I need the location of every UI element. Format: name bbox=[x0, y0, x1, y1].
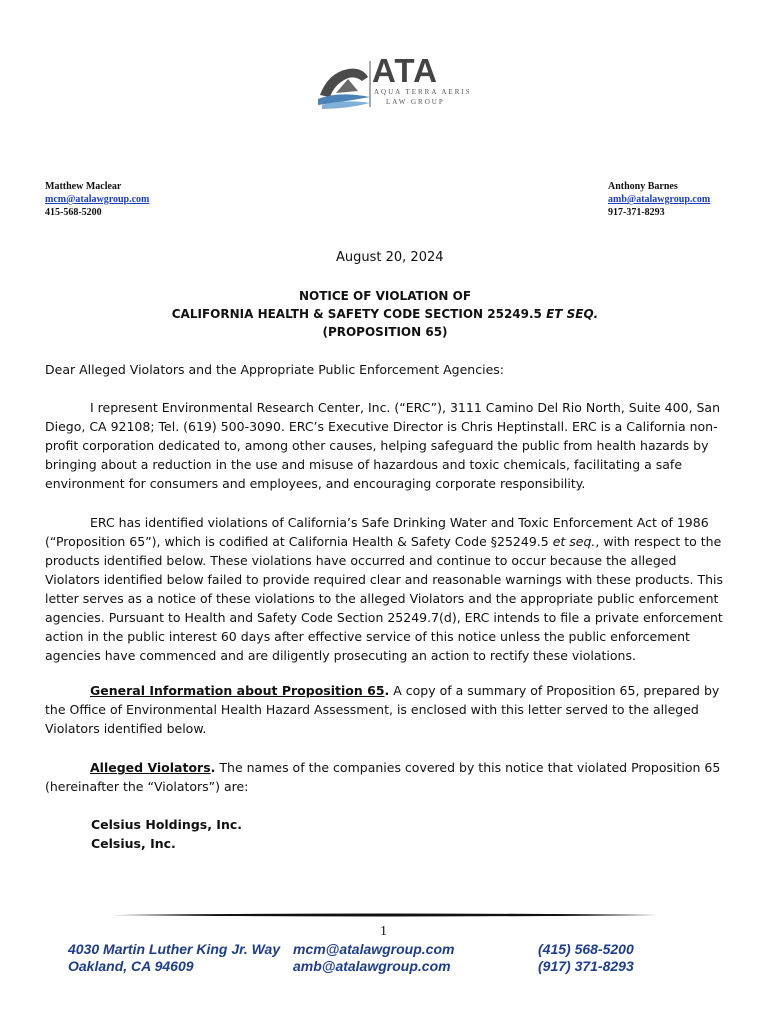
contact-phone: 415-568-5200 bbox=[45, 207, 102, 218]
letter-date: August 20, 2024 bbox=[336, 250, 444, 265]
contact-right bbox=[608, 180, 710, 219]
paragraph-text: I represent Environmental Research Center, Inc. (“ERC”), 3111 Camino Del Rio North, Suite 400, San Diego, CA 92108; Tel. (619) 500-3090. ERC’s Executive Director is Chris Heptinstall. ERC is a California non-profit corporation dedicated to, among other causes, helping safeguard the public from health hazards by bringing about a reduction in the use and misuse of hazardous and toxic chemicals, facilitating a safe environment for consumers and employees, and encouraging corporate responsibility. bbox=[45, 400, 720, 491]
violator-name: Celsius Holdings, Inc. bbox=[91, 817, 243, 832]
contact-phone: 917-371-8293 bbox=[608, 207, 665, 218]
title-italic: ET SEQ. bbox=[546, 307, 599, 321]
footer-emails bbox=[293, 941, 454, 975]
contact-name: Matthew Maclear bbox=[45, 181, 122, 192]
page-number: 1 bbox=[380, 924, 387, 939]
footer-phone: (917) 371-8293 bbox=[538, 958, 634, 974]
contact-email-link[interactable]: amb@atalawgroup.com bbox=[608, 194, 711, 205]
paragraph-text: ERC has identified violations of California’s Safe Drinking Water and Toxic Enforcement Act of 1986 (“Proposition 65”), which is codified at California Health & Safety Code §25249.5 bbox=[45, 515, 709, 549]
paragraph-alleged-violators: Alleged Violators. The names of the companies covered by this notice that violated Proposition 65 (hereinafter the “Violators”) are: bbox=[45, 760, 721, 794]
notice-title-line3: (PROPOSITION 65) bbox=[322, 325, 448, 339]
contact-left bbox=[45, 180, 149, 219]
footer-phone: (415) 568-5200 bbox=[538, 941, 634, 957]
paragraph-erc-intro bbox=[45, 398, 725, 493]
violator-name: Celsius, Inc. bbox=[91, 836, 176, 851]
notice-title-line2 bbox=[0, 305, 770, 324]
footer-address-line: Oakland, CA 94609 bbox=[68, 958, 194, 974]
section-heading: General Information about Proposition 65 bbox=[90, 683, 385, 698]
paragraph-text: A copy of a summary of Proposition 65, prepared by the Office of Environmental Health Hazard Assessment, is enclosed with this letter served to the alleged Violators identified below. bbox=[45, 683, 720, 736]
footer-email: mcm@atalawgroup.com bbox=[293, 941, 455, 957]
paragraph-violations bbox=[45, 513, 725, 665]
section-heading: Alleged Violators bbox=[90, 760, 211, 775]
paragraph-italic: et seq. bbox=[552, 534, 596, 549]
contact-email-link[interactable]: mcm@atalawgroup.com bbox=[45, 194, 150, 205]
footer-email: amb@atalawgroup.com bbox=[293, 958, 451, 974]
footer-phones bbox=[538, 941, 634, 975]
paragraph-text: The names of the companies covered by this notice that violated Proposition 65 (hereinafter the “Violators”) are: bbox=[45, 760, 721, 794]
logo-subtitle: LAW GROUP bbox=[386, 98, 445, 106]
contact-name: Anthony Barnes bbox=[608, 181, 678, 192]
paragraph-prop65-info: General Information about Proposition 65. A copy of a summary of Proposition 65, prepared by the Office of Environmental Health Hazard Assessment, is enclosed with this letter served to the alleged Violators identified below. bbox=[45, 683, 720, 736]
title-text: CALIFORNIA HEALTH & SAFETY CODE SECTION 25249.5 bbox=[171, 307, 547, 321]
footer-address-line: 4030 Martin Luther King Jr. Way bbox=[68, 941, 281, 957]
salutation: Dear Alleged Violators and the Appropriate Public Enforcement Agencies: bbox=[45, 362, 504, 377]
paragraph-text: , with respect to the products identified below. These violations have occurred and continue to occur because the alleged Violators identified below failed to provide required clear and reasonable warnings with these products. This letter serves as a notice of these violations to the alleged Violators and the appropriate public enforcement agencies. Pursuant to Health and Safety Code Section 25249.7(d), ERC intends to file a private enforcement action in the public interest 60 days after effective service of this notice unless the public enforcement agencies have commenced and are diligently prosecuting an action to rectify these violations. bbox=[45, 534, 724, 663]
logo-tagline: AQUA TERRA AERIS bbox=[374, 88, 472, 96]
footer-address bbox=[68, 941, 280, 975]
notice-title-line1: NOTICE OF VIOLATION OF bbox=[298, 289, 472, 303]
footer-divider bbox=[112, 913, 657, 917]
logo-wordmark: ATA bbox=[372, 52, 438, 89]
